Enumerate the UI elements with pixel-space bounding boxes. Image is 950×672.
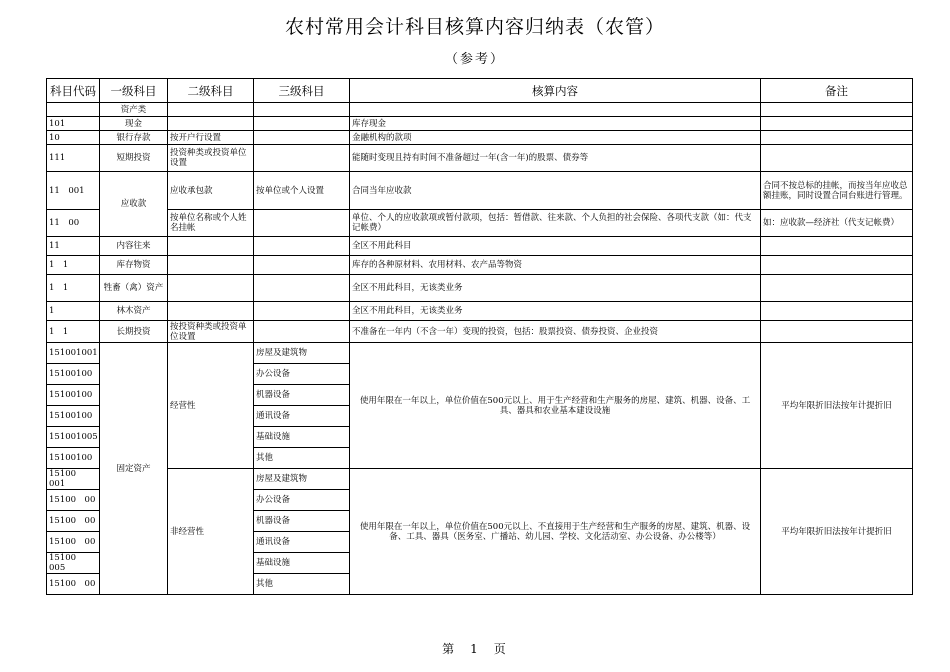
level3-cell: 其他 (254, 448, 350, 469)
code-cell: 15100 005 (47, 553, 100, 574)
table-row (47, 131, 913, 145)
level3-cell: 办公设备 (254, 364, 350, 385)
note-cell: 合同不按总标的挂帐，而按当年应收总额挂账，同时设置合同台账进行管理。 (761, 172, 913, 210)
code-cell: 151001001 (47, 343, 100, 364)
table-row (47, 237, 913, 256)
level2-cell-non-operating: 非经营性 (168, 469, 254, 595)
note-cell (761, 103, 913, 117)
page-subtitle: （参考） (444, 52, 505, 67)
level3-cell: 通讯设备 (254, 532, 350, 553)
code-cell: 15100 00 (47, 490, 100, 511)
level3-cell: 办公设备 (254, 490, 350, 511)
code-cell: 1 1 (47, 256, 100, 275)
level3-cell: 基础设施 (254, 427, 350, 448)
level3-cell: 通讯设备 (254, 406, 350, 427)
content-cell-operating: 使用年限在一年以上，单位价值在500元以上、用于生产经营和生产服务的房屋、建筑、机器、设备、工具、器具和农业基本建设设施 (350, 343, 761, 469)
note-cell (761, 321, 913, 343)
level2-cell (168, 103, 254, 117)
level3-cell: 房屋及建筑物 (254, 343, 350, 364)
content-cell: 合同当年应收款 (350, 172, 761, 210)
table-row (47, 210, 913, 237)
note-cell (761, 145, 913, 172)
content-cell-non-operating: 使用年限在一年以上，单位价值在500元以上、不直接用于生产经营和生产服务的房屋、建筑、机器、设备、工具、器具（医务室、广播站、幼儿园、学校、文化活动室、办公设备、办公楼等） (350, 469, 761, 595)
code-cell: 1 (47, 302, 100, 321)
level3-cell (254, 321, 350, 343)
code-cell: 15100100 (47, 406, 100, 427)
level2-cell: 应收承包款 (168, 172, 254, 210)
note-cell (761, 117, 913, 131)
level3-cell (254, 237, 350, 256)
table-row (47, 145, 913, 172)
content-cell: 库存的各种原材料、农用材料、农产品等物资 (350, 256, 761, 275)
content-cell: 能随时变现且持有时间不准备超过一年(含一年)的股票、债券等 (350, 145, 761, 172)
content-cell: 全区不用此科目，无该类业务 (350, 302, 761, 321)
content-cell (350, 103, 761, 117)
header-row (47, 79, 913, 103)
code-cell: 15100 00 (47, 511, 100, 532)
level1-cell-fixed-assets: 固定资产 (100, 343, 168, 595)
header-level1: 一级科目 (100, 79, 168, 103)
level2-cell: 按开户行设置 (168, 131, 254, 145)
level3-cell (254, 117, 350, 131)
accounting-table (46, 78, 913, 595)
code-cell: 15100100 (47, 448, 100, 469)
table-row (47, 275, 913, 302)
code-cell: 11 001 (47, 172, 100, 210)
code-cell: 151001005 (47, 427, 100, 448)
table-row (47, 343, 913, 364)
level2-cell (168, 117, 254, 131)
level1-cell: 银行存款 (100, 131, 168, 145)
header-content: 核算内容 (350, 79, 761, 103)
code-cell: 15100100 (47, 364, 100, 385)
content-cell: 不准备在一年内（不含一年）变现的投资，包括：股票投资、债券投资、企业投资 (350, 321, 761, 343)
note-cell (761, 256, 913, 275)
level1-cell: 短期投资 (100, 145, 168, 172)
level3-cell: 机器设备 (254, 511, 350, 532)
code-cell: 1 1 (47, 321, 100, 343)
level2-cell: 按投资种类或投资单位设置 (168, 321, 254, 343)
header-level3: 三级科目 (254, 79, 350, 103)
level1-cell: 应收款 (100, 172, 168, 237)
level3-cell: 基础设施 (254, 553, 350, 574)
level3-cell (254, 275, 350, 302)
level1-cell: 牲畜（禽）资产 (100, 275, 168, 302)
level3-cell: 按单位或个人设置 (254, 172, 350, 210)
content-cell: 全区不用此科目，无该类业务 (350, 275, 761, 302)
content-cell: 全区不用此科目 (350, 237, 761, 256)
code-cell: 11 (47, 237, 100, 256)
content-cell: 单位、个人的应收款项或暂付款项，包括：暂借款、往来款、个人负担的社会保险、各项代支款（如：代支记帐费） (350, 210, 761, 237)
level1-cell: 林木资产 (100, 302, 168, 321)
level3-cell (254, 145, 350, 172)
table-row (47, 172, 913, 210)
note-cell-operating: 平均年限折旧法按年计提折旧 (761, 343, 913, 469)
code-cell: 15100 00 (47, 532, 100, 553)
code-cell: 11 00 (47, 210, 100, 237)
level1-cell: 长期投资 (100, 321, 168, 343)
level2-cell (168, 237, 254, 256)
header-level2: 二级科目 (168, 79, 254, 103)
level1-cell: 现金 (100, 117, 168, 131)
header-code: 科目代码 (47, 79, 100, 103)
code-cell: 15100 00 (47, 574, 100, 595)
level2-cell (168, 275, 254, 302)
code-cell (47, 103, 100, 117)
level2-cell-operating: 经营性 (168, 343, 254, 469)
page-number: 第 1 页 (442, 642, 508, 656)
page-title: 农村常用会计科目核算内容归纳表（农管） (284, 16, 665, 38)
table-row (47, 302, 913, 321)
level1-cell: 内容往来 (100, 237, 168, 256)
table-row (47, 469, 913, 490)
level1-cell: 库存物资 (100, 256, 168, 275)
table-row (47, 117, 913, 131)
level2-cell: 投资种类或投资单位设置 (168, 145, 254, 172)
code-cell: 10 (47, 131, 100, 145)
code-cell: 111 (47, 145, 100, 172)
level3-cell (254, 256, 350, 275)
code-cell: 101 (47, 117, 100, 131)
level2-cell (168, 256, 254, 275)
level3-cell: 机器设备 (254, 385, 350, 406)
note-cell (761, 302, 913, 321)
level3-cell (254, 131, 350, 145)
level3-cell: 房屋及建筑物 (254, 469, 350, 490)
content-cell: 库存现金 (350, 117, 761, 131)
note-cell (761, 275, 913, 302)
note-cell (761, 131, 913, 145)
level3-cell: 其他 (254, 574, 350, 595)
note-cell (761, 237, 913, 256)
level3-cell (254, 103, 350, 117)
level2-cell (168, 302, 254, 321)
code-cell: 15100100 (47, 385, 100, 406)
level3-cell (254, 210, 350, 237)
header-note: 备注 (761, 79, 913, 103)
content-cell: 金融机构的款项 (350, 131, 761, 145)
note-cell-non-operating: 平均年限折旧法按年计提折旧 (761, 469, 913, 595)
table-row (47, 256, 913, 275)
note-cell: 如：应收款—经济社（代支记帐费） (761, 210, 913, 237)
table-row (47, 321, 913, 343)
code-cell: 1 1 (47, 275, 100, 302)
level3-cell (254, 302, 350, 321)
level1-cell: 资产类 (100, 103, 168, 117)
code-cell: 15100 001 (47, 469, 100, 490)
table-row (47, 103, 913, 117)
level2-cell: 按单位名称或个人姓名挂帐 (168, 210, 254, 237)
